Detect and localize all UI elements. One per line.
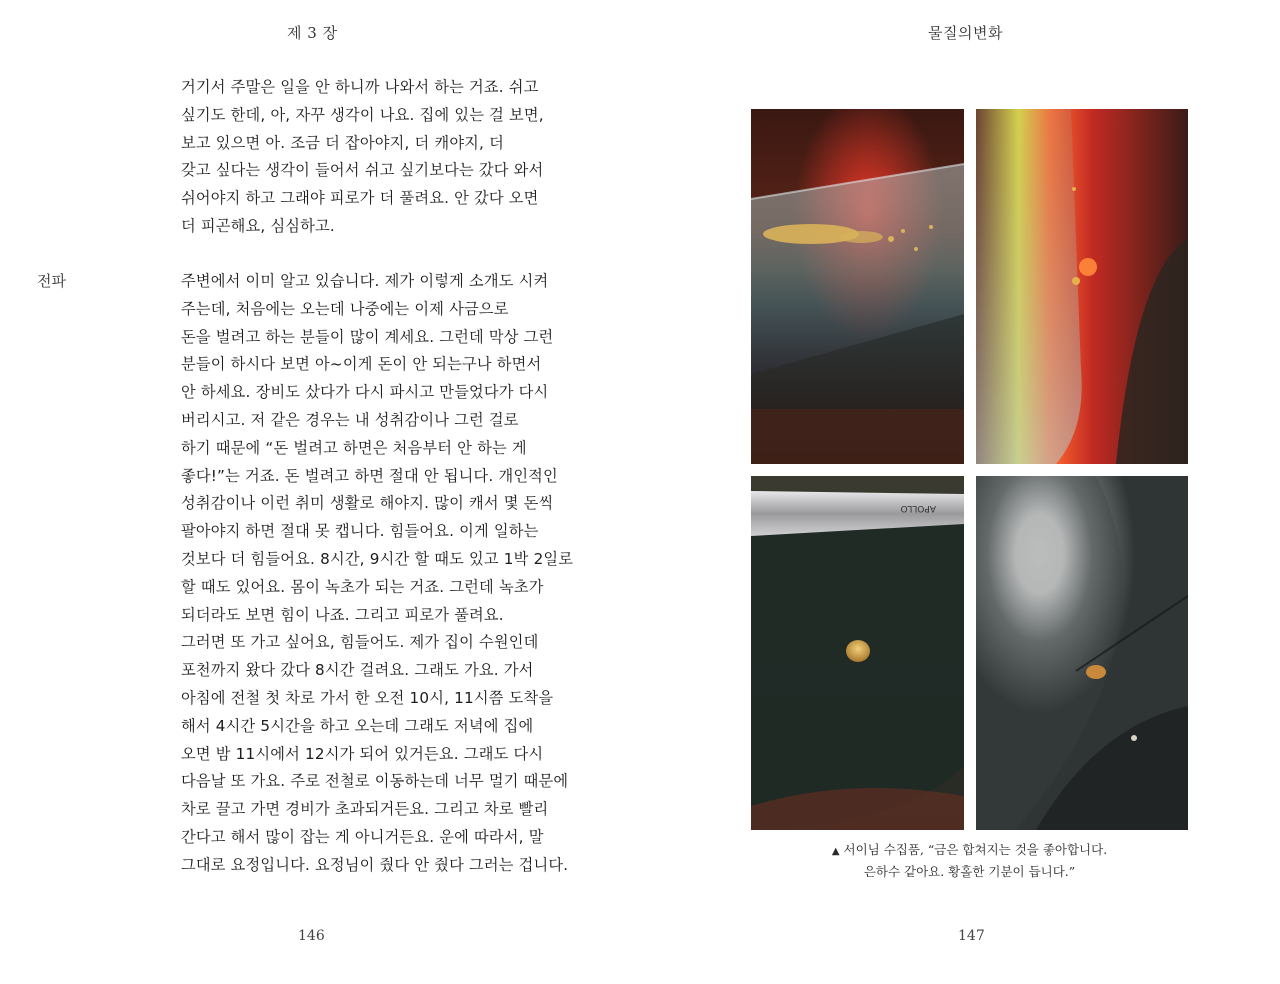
text-line: 아침에 전철 첫 차로 가서 한 오전 10시, 11시쯤 도착을 <box>181 688 554 707</box>
text-line: 주변에서 이미 알고 있습니다. 제가 이렇게 소개도 시켜 <box>181 272 549 290</box>
text-line: 더 피곤해요, 심심하고. <box>181 216 335 235</box>
text-line: 되더라도 보면 힘이 나죠. 그리고 피로가 풀려요. <box>181 605 504 624</box>
page-number-left: 146 <box>298 928 325 944</box>
text-line: 다음날 또 가요. 주로 전철로 이동하는데 너무 멀기 때문에 <box>181 772 569 791</box>
text-line: 주는데, 처음에는 오는데 나중에는 이제 사금으로 <box>181 299 509 318</box>
photo-caption <box>751 840 1188 882</box>
text-line: 차로 끌고 가면 경비가 초과되거든요. 그리고 차로 빨리 <box>181 800 549 819</box>
text-line: 팔아야지 하면 절대 못 캡니다. 힘들어요. 이게 일하는 <box>181 522 539 541</box>
photo-gold-nugget-dark-surface <box>976 476 1188 830</box>
text-line: 그러면 또 가고 싶어요, 힘들어도. 제가 집이 수원인데 <box>181 633 539 652</box>
text-line: 버리시고. 저 같은 경우는 내 성취감이나 그런 걸로 <box>181 410 519 429</box>
text-line: 돈을 벌려고 하는 분들이 많이 계세요. 그런데 막상 그런 <box>181 327 554 346</box>
text-line: 하기 때문에 “돈 벌려고 하면은 처음부터 안 하는 게 <box>181 438 527 457</box>
text-line: 안 하세요. 장비도 샀다가 다시 파시고 만들었다가 다시 <box>181 383 549 402</box>
section-label: 전파 <box>37 272 66 290</box>
photo-gold-grain-tweezers <box>751 476 964 830</box>
caption-text-1: 서이님 수집품, “금은 합쳐지는 것을 좋아합니다. <box>843 842 1108 857</box>
running-head-chapter: 제 3 장 <box>287 24 338 42</box>
tweezers-brand <box>901 503 936 513</box>
photo-gold-flakes-tube-image <box>751 109 964 464</box>
text-line: 거기서 주말은 일을 안 하니까 나와서 하는 거죠. 쉬고 <box>181 78 539 96</box>
text-line: 해서 4시간 5시간을 하고 오는데 그래도 저녁에 집에 <box>181 716 534 735</box>
text-line: 성취감이나 이런 취미 생활로 해야지. 많이 캐서 몇 돈씩 <box>181 494 554 513</box>
text-line: 오면 밤 11시에서 12시가 되어 있거든요. 그래도 다시 <box>181 744 544 763</box>
text-line: 갖고 싶다는 생각이 들어서 쉬고 싶기보다는 갔다 와서 <box>181 161 544 180</box>
photo-gold-vial-light <box>976 109 1188 464</box>
photo-gold-grain-tweezers-image <box>751 476 964 830</box>
text-line: 간다고 해서 많이 잡는 게 아니거든요. 운에 따라서, 말 <box>181 827 544 846</box>
caption-line-1 <box>751 840 1188 862</box>
interview-paragraph-1 <box>181 74 591 241</box>
photo-gold-flakes-tube <box>751 109 964 464</box>
text-line: 좋다!”는 거죠. 돈 벌려고 하면 절대 안 됩니다. 개인적인 <box>181 466 558 485</box>
text-line: 것보다 더 힘들어요. 8시간, 9시간 할 때도 있고 1박 2일로 <box>181 549 574 568</box>
right-page <box>640 0 1280 984</box>
svg-text:APOLLO: APOLLO <box>900 503 936 513</box>
photo-gold-vial-light-image <box>976 109 1188 464</box>
caption-line-2: 은하수 같아요. 황홀한 기분이 듭니다.” <box>863 864 1076 879</box>
text-line: 쉬어야지 하고 그래야 피로가 더 풀려요. 안 갔다 오면 <box>181 189 539 208</box>
text-line: 그대로 요정입니다. 요정님이 줬다 안 줬다 그러는 겁니다. <box>181 855 569 874</box>
text-line: 싶기도 한데, 아, 자꾸 생각이 나요. 집에 있는 걸 보면, <box>181 105 544 124</box>
running-head-title: 물질의변화 <box>928 24 1003 42</box>
text-line: 할 때도 있어요. 몸이 녹초가 되는 거죠. 그런데 녹초가 <box>181 577 544 596</box>
photo-gold-nugget-dark-surface-image <box>976 476 1188 830</box>
text-line: 분들이 하시다 보면 아~이게 돈이 안 되는구나 하면서 <box>181 355 542 374</box>
page-number-right: 147 <box>958 928 985 944</box>
interview-paragraph-2 <box>181 268 591 880</box>
text-line: 보고 있으면 아. 조금 더 잡아야지, 더 캐야지, 더 <box>181 133 504 152</box>
text-line: 포천까지 왔다 갔다 8시간 걸려요. 그래도 가요. 가서 <box>181 661 534 680</box>
triangle-icon: ▲ <box>831 846 840 857</box>
